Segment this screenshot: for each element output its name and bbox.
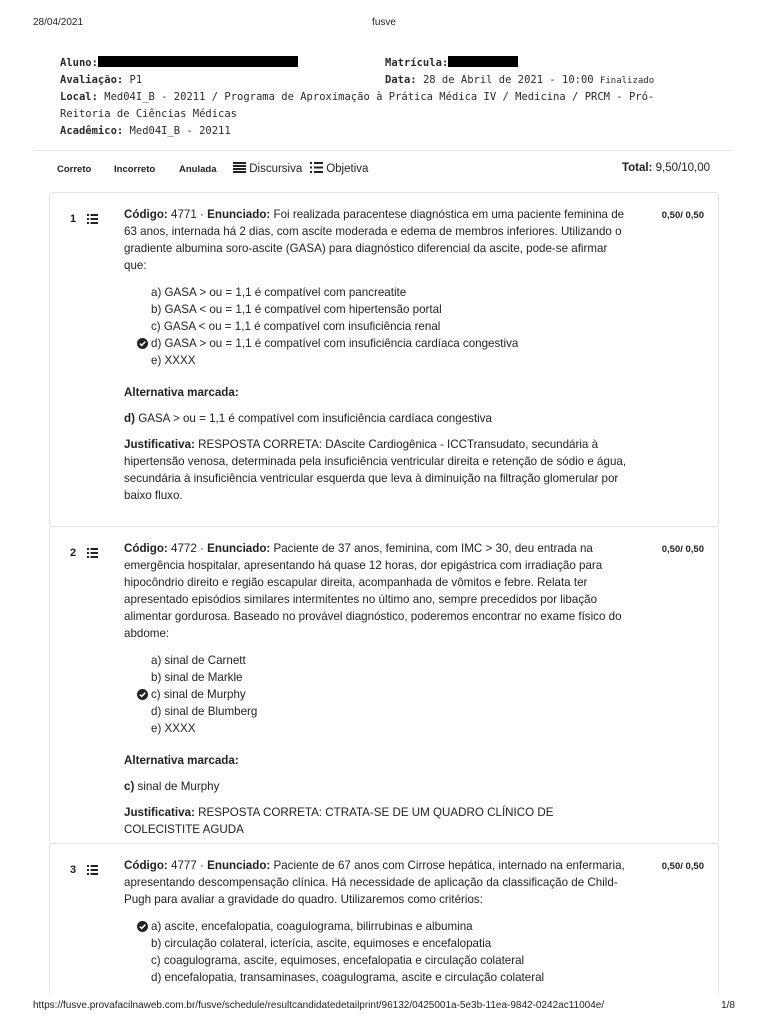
question-statement: Código: 4777 · Enunciado: Paciente de 67 anos com Cirrose hepática, internado na enfermaria, apresentando descompensação clínica. Há necessidade de aplicação da classificação de Child-Pugh para avaliar a gravidade do quadro. Utilizaremos como critérios: [124,859,625,906]
question-number: 3 [70,864,77,876]
question-card-1 [49,192,719,527]
option-b: b) sinal de Markle [151,671,243,684]
exam-header [60,55,720,140]
check-circle-icon [137,338,148,349]
option-b: b) GASA < ou = 1,1 é compatível com hipertensão portal [151,303,442,316]
options-list [124,652,629,737]
option-d: d) GASA > ou = 1,1 é compatível com insuficiência cardíaca congestiva [124,335,629,352]
question-number: 1 [70,213,77,225]
question-score: 0,50/ 0,50 [661,861,704,872]
check-circle-icon [137,921,148,932]
question-number: 2 [70,547,77,559]
option-a: a) sinal de Carnett [151,654,246,667]
marked-label: Alternativa marcada: [124,386,239,399]
filter-incorreto[interactable]: Incorreto [114,164,156,175]
print-title: fusve [372,17,396,28]
filter-objetiva[interactable] [310,162,368,175]
matricula-label: Matrícula: [385,57,449,69]
filter-objetiva-label: Objetiva [326,163,369,175]
avaliacao-label: Avaliação: [60,74,124,86]
print-header [0,0,768,40]
question-card-2 [49,526,719,844]
list-icon [310,162,323,173]
text-lines-icon [233,162,246,173]
marked-label: Alternativa marcada: [124,754,239,767]
marked-answer: c) sinal de Murphy [124,780,220,793]
option-d: d) sinal de Blumberg [151,705,258,718]
justification: Justificativa: RESPOSTA CORRETA: CTRATA-SE DE UM QUADRO CLÍNICO DE COLECISTITE AGUDA [124,806,554,836]
justification: Justificativa: RESPOSTA CORRETA: DAscite Cardiogênica - ICCTransudato, secundária à hipertensão venosa, determinada pela insuficiência ventricular direita e retenção de sódio e água, secundária à insuficiência ventricular esquerda que leva à diminuição na filtração glomerular por baixo fluxo. [124,438,627,502]
page-number: 1/8 [721,1000,735,1011]
options-list [124,918,629,986]
filter-discursiva-label: Discursiva [249,163,303,175]
list-icon [87,214,98,224]
option-b: b) circulação colateral, icterícia, ascite, equimoses e encefalopatia [151,937,492,950]
option-e: e) XXXX [151,354,196,367]
option-c: c) coagulograma, ascite, equimoses, encefalopatia e circulação colateral [151,954,525,967]
filter-correto[interactable]: Correto [57,164,92,175]
question-statement: Código: 4772 · Enunciado: Paciente de 37 anos, feminina, com IMC > 30, deu entrada na emergência hospitalar, apresentando há quase 12 horas, dor epigástrica com irradiação para hipocôndrio direito e região escapular direita, acompanhada de vômitos e febre. Relata ter apresentado episódios similares intermitentes no último ano, sempre precedidos por libação alimentar gordurosa. Baseado no provável diagnóstico, poderemos encontrar no exame físico do abdome: [124,542,622,640]
question-statement: Código: 4771 · Enunciado: Foi realizada paracentese diagnóstica em uma paciente feminina de 63 anos, internada há 2 dias, com ascite moderada e edema de membros inferiores. Utilizando o gradiente albumina soro-ascite (GASA) para diagnóstico diferencial da ascite, pode-se afirmar que: [124,208,625,272]
academico-value: Med04I_B - 20211 [129,125,231,137]
option-a: a) ascite, encefalopatia, coagulograma, bilirrubinas e albumina [124,918,629,935]
avaliacao-value: P1 [129,74,143,86]
filter-anulada[interactable]: Anulada [179,164,217,175]
question-card-3 [49,843,719,994]
divider [33,150,733,151]
check-circle-icon [137,689,148,700]
local-row [60,89,700,123]
option-a: a) GASA > ou = 1,1 é compatível com pancreatite [151,286,407,299]
question-score: 0,50/ 0,50 [661,210,704,221]
local-label: Local: [60,91,98,103]
option-c: c) sinal de Murphy [124,686,629,703]
total-label: Total: [621,162,653,174]
list-icon [87,548,98,558]
data-value: 28 de Abril de 2021 - 10:00 [422,74,594,86]
question-body [124,540,629,838]
redacted-matricula [448,56,518,67]
option-e: e) XXXX [151,722,196,735]
list-icon [87,865,98,875]
print-url: https://fusve.provafacilnaweb.com.br/fusve/schedule/resultcandidatedetailprint/96132/0425001a-5e3b-11ea-9842-0242ac11004e/ [33,1000,605,1011]
options-list [124,284,629,369]
status-finalizado: Finalizado [599,76,655,86]
question-body [124,206,629,504]
print-date: 28/04/2021 [33,17,84,28]
question-body [124,857,629,986]
aluno-label: Aluno: [60,57,98,69]
filter-discursiva[interactable] [233,162,302,175]
filter-bar [57,160,710,182]
question-score: 0,50/ 0,50 [661,544,704,555]
print-footer [0,996,768,1024]
academico-label: Acadêmico: [60,125,124,137]
option-d: d) encefalopatia, transaminases, coagulograma, ascite e circulação colateral [151,971,545,984]
total-value: 9,50/10,00 [655,162,710,174]
option-c: c) GASA < ou = 1,1 é compatível com insuficiência renal [151,320,441,333]
redacted-name [98,56,298,67]
total-score [622,162,710,174]
local-value: Med04I_B - 20211 / Programa de Aproximação à Prática Médica IV / Medicina / PRCM - Pró-Reitoria de Ciências Médicas [60,91,655,120]
data-label: Data: [385,74,417,86]
marked-answer: d) GASA > ou = 1,1 é compatível com insuficiência cardíaca congestiva [124,412,492,425]
